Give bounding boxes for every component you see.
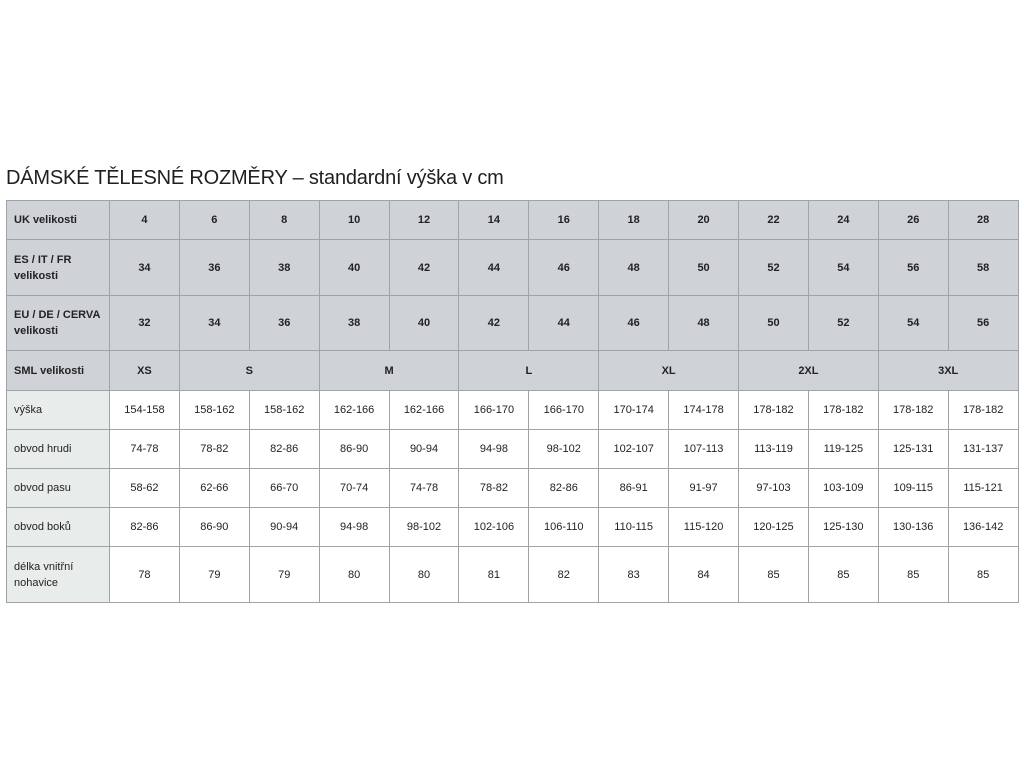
row-obvod-pasu — [7, 469, 1019, 508]
cell: 136-142 — [948, 508, 1018, 547]
cell: 40 — [319, 240, 389, 296]
cell: XS — [110, 351, 180, 391]
cell: 170-174 — [599, 391, 669, 430]
row-eu-de-cerva-sizes — [7, 296, 1019, 351]
cell: 131-137 — [948, 430, 1018, 469]
cell: 42 — [389, 240, 459, 296]
cell: 113-119 — [739, 430, 809, 469]
row-label — [7, 296, 110, 351]
cell: 82 — [529, 547, 599, 603]
cell: S — [179, 351, 319, 391]
row-label — [7, 240, 110, 296]
cell: 10 — [319, 201, 389, 240]
cell: 74-78 — [110, 430, 180, 469]
cell: 162-166 — [389, 391, 459, 430]
cell: 34 — [179, 296, 249, 351]
cell: 166-170 — [529, 391, 599, 430]
cell: 80 — [389, 547, 459, 603]
cell: 85 — [739, 547, 809, 603]
cell: 103-109 — [808, 469, 878, 508]
cell: 86-90 — [179, 508, 249, 547]
row-label: obvod pasu — [7, 469, 110, 508]
cell: 174-178 — [669, 391, 739, 430]
cell: 3XL — [878, 351, 1018, 391]
cell: 56 — [948, 296, 1018, 351]
cell: 78-82 — [459, 469, 529, 508]
cell: 82-86 — [249, 430, 319, 469]
cell: 94-98 — [459, 430, 529, 469]
cell: 91-97 — [669, 469, 739, 508]
cell: 34 — [110, 240, 180, 296]
cell: 94-98 — [319, 508, 389, 547]
cell: 44 — [459, 240, 529, 296]
cell: 4 — [110, 201, 180, 240]
cell: 50 — [669, 240, 739, 296]
size-table — [6, 200, 1019, 603]
cell: 85 — [948, 547, 1018, 603]
cell: 81 — [459, 547, 529, 603]
cell: 16 — [529, 201, 599, 240]
cell: 24 — [808, 201, 878, 240]
cell: 28 — [948, 201, 1018, 240]
cell: 106-110 — [529, 508, 599, 547]
cell: 62-66 — [179, 469, 249, 508]
cell: 79 — [179, 547, 249, 603]
cell: 85 — [808, 547, 878, 603]
cell: 154-158 — [110, 391, 180, 430]
cell: 50 — [739, 296, 809, 351]
cell: 102-107 — [599, 430, 669, 469]
row-label: SML velikosti — [7, 351, 110, 391]
row-obvod-boku — [7, 508, 1019, 547]
cell: 38 — [249, 240, 319, 296]
cell: L — [459, 351, 599, 391]
cell: 32 — [110, 296, 180, 351]
cell: 110-115 — [599, 508, 669, 547]
cell: 46 — [599, 296, 669, 351]
cell: 119-125 — [808, 430, 878, 469]
row-label: výška — [7, 391, 110, 430]
cell: 22 — [739, 201, 809, 240]
cell: 90-94 — [249, 508, 319, 547]
cell: 115-121 — [948, 469, 1018, 508]
row-label-line: ES / IT / FR — [14, 253, 72, 266]
cell: 178-182 — [948, 391, 1018, 430]
cell: 178-182 — [878, 391, 948, 430]
cell: XL — [599, 351, 739, 391]
page-title: DÁMSKÉ TĚLESNÉ ROZMĚRY – standardní výška v cm — [6, 167, 504, 189]
cell: 38 — [319, 296, 389, 351]
row-vyska — [7, 391, 1019, 430]
cell: 178-182 — [808, 391, 878, 430]
cell: 52 — [739, 240, 809, 296]
cell: 8 — [249, 201, 319, 240]
cell: 115-120 — [669, 508, 739, 547]
cell: 14 — [459, 201, 529, 240]
cell: 46 — [529, 240, 599, 296]
cell: 12 — [389, 201, 459, 240]
cell: 98-102 — [529, 430, 599, 469]
cell: 66-70 — [249, 469, 319, 508]
cell: 86-91 — [599, 469, 669, 508]
cell: 102-106 — [459, 508, 529, 547]
cell: 40 — [389, 296, 459, 351]
cell: 97-103 — [739, 469, 809, 508]
row-obvod-hrudi — [7, 430, 1019, 469]
cell: 109-115 — [878, 469, 948, 508]
cell: 80 — [319, 547, 389, 603]
row-es-it-fr-sizes — [7, 240, 1019, 296]
cell: 125-131 — [878, 430, 948, 469]
cell: 42 — [459, 296, 529, 351]
cell: 78-82 — [179, 430, 249, 469]
cell: 54 — [808, 240, 878, 296]
cell: 26 — [878, 201, 948, 240]
cell: 85 — [878, 547, 948, 603]
cell: 52 — [808, 296, 878, 351]
row-uk-sizes — [7, 201, 1019, 240]
row-label-line: délka vnitřní — [14, 560, 74, 573]
cell: 36 — [249, 296, 319, 351]
cell: 107-113 — [669, 430, 739, 469]
cell: 158-162 — [249, 391, 319, 430]
cell: 83 — [599, 547, 669, 603]
row-delka-nohavice — [7, 547, 1019, 603]
cell: 44 — [529, 296, 599, 351]
row-label: obvod boků — [7, 508, 110, 547]
cell: 54 — [878, 296, 948, 351]
cell: 48 — [599, 240, 669, 296]
row-label: obvod hrudi — [7, 430, 110, 469]
cell: 162-166 — [319, 391, 389, 430]
row-sml-sizes — [7, 351, 1019, 391]
cell: 166-170 — [459, 391, 529, 430]
cell: M — [319, 351, 459, 391]
cell: 178-182 — [739, 391, 809, 430]
cell: 130-136 — [878, 508, 948, 547]
cell: 58 — [948, 240, 1018, 296]
cell: 56 — [878, 240, 948, 296]
cell: 82-86 — [529, 469, 599, 508]
cell: 86-90 — [319, 430, 389, 469]
cell: 158-162 — [179, 391, 249, 430]
row-label — [7, 547, 110, 603]
cell: 125-130 — [808, 508, 878, 547]
cell: 78 — [110, 547, 180, 603]
cell: 82-86 — [110, 508, 180, 547]
cell: 90-94 — [389, 430, 459, 469]
cell: 84 — [669, 547, 739, 603]
cell: 120-125 — [739, 508, 809, 547]
row-label-line: EU / DE / CERVA — [14, 309, 101, 321]
cell: 98-102 — [389, 508, 459, 547]
cell: 79 — [249, 547, 319, 603]
row-label-line: velikosti — [14, 325, 59, 337]
cell: 74-78 — [389, 469, 459, 508]
row-label-line: nohavice — [14, 576, 59, 589]
cell: 48 — [669, 296, 739, 351]
cell: 36 — [179, 240, 249, 296]
row-label: UK velikosti — [7, 201, 110, 240]
cell: 2XL — [739, 351, 879, 391]
cell: 58-62 — [110, 469, 180, 508]
cell: 70-74 — [319, 469, 389, 508]
cell: 6 — [179, 201, 249, 240]
cell: 18 — [599, 201, 669, 240]
cell: 20 — [669, 201, 739, 240]
row-label-line: velikosti — [14, 269, 59, 282]
